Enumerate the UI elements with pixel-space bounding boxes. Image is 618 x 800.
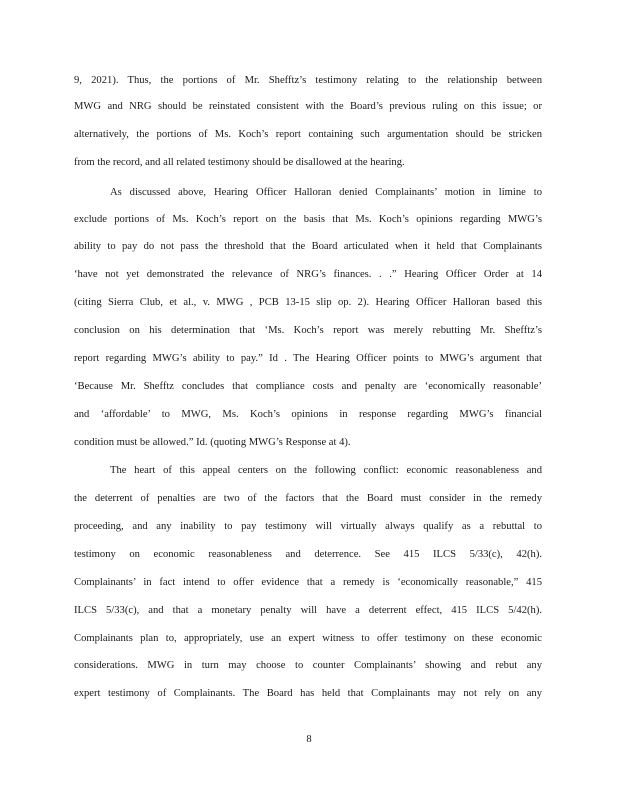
text-line: expert testimony of Complainants. The Board has held that Complainants may not rely on any [74,688,542,699]
text-line: conclusion on his determination that ‘Ms. Koch’s report was merely rebutting Mr. Shefftz’s [74,325,542,336]
text-line: testimony on economic reasonableness and deterrence. See 415 ILCS 5/33(c), 42(h). [74,549,542,560]
text-line: (citing Sierra Club, et al., v. MWG , PCB 13-15 slip op. 2). Hearing Officer Halloran based this [74,297,542,308]
page-number: 8 [306,734,312,745]
text-line: ILCS 5/33(c), and that a monetary penalty will have a deterrent effect, 415 ILCS 5/42(h). [74,605,542,616]
text-line: and ‘affordable’ to MWG, Ms. Koch’s opinions in response regarding MWG’s financial [74,409,542,420]
text-line: MWG and NRG should be reinstated consistent with the Board’s previous ruling on this issue; or [74,101,542,112]
text-line: condition must be allowed.” Id. (quoting MWG’s Response at 4). [74,437,351,448]
text-line: The heart of this appeal centers on the following conflict: economic reasonableness and [110,465,542,476]
text-line: alternatively, the portions of Ms. Koch’s report containing such argumentation should be stricken [74,129,542,140]
text-line: report regarding MWG’s ability to pay.” Id . The Hearing Officer points to MWG’s argument that [74,353,542,364]
text-line: As discussed above, Hearing Officer Halloran denied Complainants’ motion in limine to [110,187,542,198]
text-line: the deterrent of penalties are two of the factors that the Board must consider in the remedy [74,493,542,504]
text-line: proceeding, and any inability to pay testimony will virtually always qualify as a rebuttal to [74,521,542,532]
text-line: Complainants plan to, appropriately, use an expert witness to offer testimony on these economic [74,633,542,644]
text-line: exclude portions of Ms. Koch’s report on the basis that Ms. Koch’s opinions regarding MWG’s [74,214,542,225]
text-line: ability to pay do not pass the threshold that the Board articulated when it held that Complainants [74,241,542,252]
text-line: ‘have not yet demonstrated the relevance of NRG’s finances. . .” Hearing Officer Order at 14 [74,269,542,280]
text-line: considerations. MWG in turn may choose to counter Complainants’ showing and rebut any [74,660,542,671]
text-line: from the record, and all related testimony should be disallowed at the hearing. [74,157,405,168]
text-line: ‘Because Mr. Shefftz concludes that compliance costs and penalty are ‘economically reasonable’ [74,381,542,392]
text-line: Complainants’ in fact intend to offer evidence that a remedy is ‘economically reasonable,” 415 [74,577,542,588]
text-line: 9, 2021). Thus, the portions of Mr. Shefftz’s testimony relating to the relationship between [74,75,542,86]
